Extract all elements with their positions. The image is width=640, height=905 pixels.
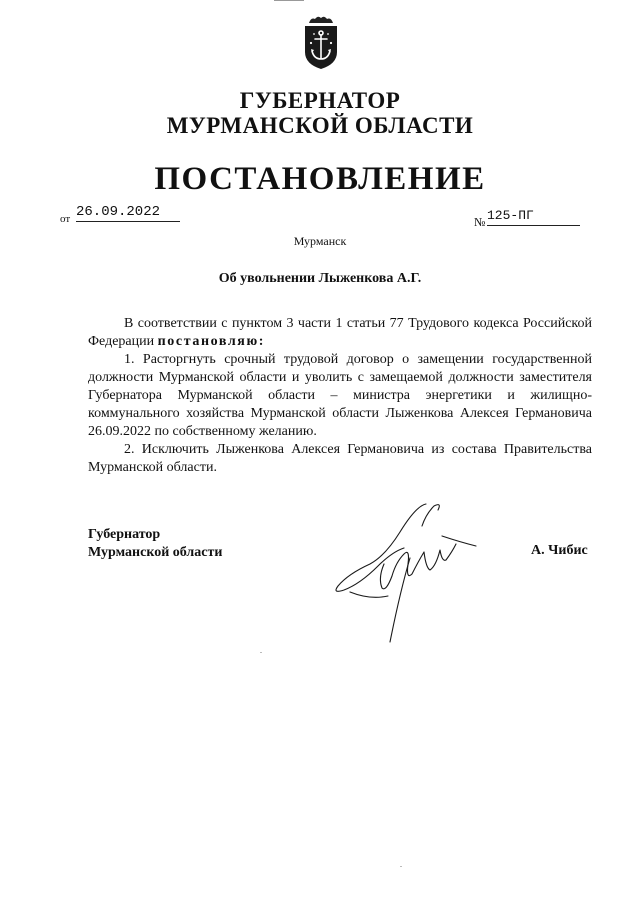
preamble-text: В соответствии с пунктом 3 части 1 статьи 77 Трудового кодекса Российской Федерации — [88, 316, 592, 349]
signer-title — [88, 526, 222, 562]
scan-dot — [400, 866, 402, 867]
decree-word: постановляю: — [157, 334, 266, 349]
org-name-line1: ГУБЕРНАТОР — [239, 88, 401, 113]
coat-of-arms-icon — [300, 14, 342, 70]
document-type-heading: ПОСТАНОВЛЕНИЕ — [154, 161, 486, 197]
body-paragraph-preamble — [88, 315, 592, 351]
org-name-line2: МУРМАНСКОЙ ОБЛАСТИ — [166, 113, 474, 138]
body-paragraph-item-2: 2. Исключить Лыженкова Алексея Германовича из состава Правительства Мурманской области. — [88, 442, 592, 475]
document-number: 125-ПГ — [487, 208, 580, 226]
city-name: Мурманск — [293, 234, 347, 248]
body-paragraph-item-1: 1. Расторгнуть срочный трудовой договор о замещении государственной должности Мурманской области и уволить с замещаемой должности заместителя Губернатора Мурманской области – министра энергетики и жилищно-коммунального хозяйства Мурманской области Лыженкова Алексея Германовича 26.09.2022 по собственному желанию. — [88, 352, 592, 439]
number-prefix: № — [474, 215, 486, 229]
handwritten-signature-icon — [330, 492, 490, 650]
scan-dot — [260, 652, 262, 653]
top-rule — [274, 0, 304, 1]
signer-name: А. Чибис — [531, 543, 588, 558]
document-date: 26.09.2022 — [76, 204, 180, 222]
signer-title-line1: Губернатор — [88, 527, 161, 542]
signer-title-line2: Мурманской области — [88, 545, 223, 560]
date-prefix: от — [60, 213, 71, 225]
document-subject: Об увольнении Лыженкова А.Г. — [218, 271, 422, 286]
